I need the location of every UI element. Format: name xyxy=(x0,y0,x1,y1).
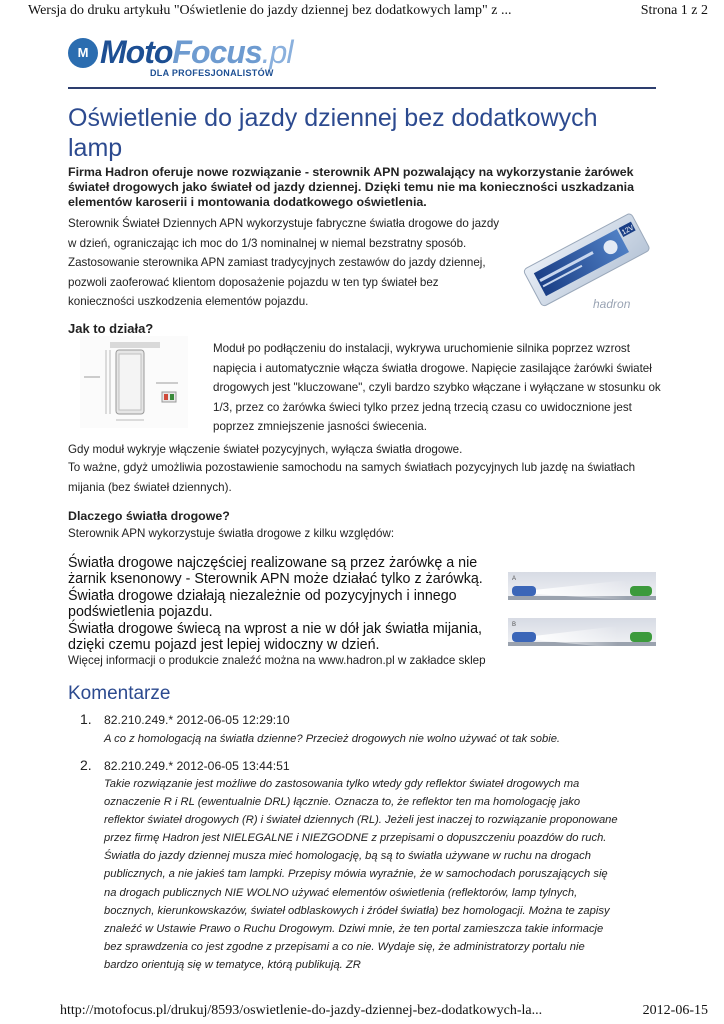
product-photo xyxy=(515,208,655,313)
header-divider xyxy=(68,87,656,89)
after-text-1: Gdy moduł wykryje włączenie świateł pozycyjnych, wyłącza światła drogowe. xyxy=(68,443,463,456)
why-heading: Dlaczego światła drogowe? xyxy=(68,509,230,523)
logo-tagline: DLA PROFESJONALISTÓW xyxy=(150,68,274,78)
how-heading: Jak to działa? xyxy=(68,321,154,336)
comment-meta: 82.210.249.* 2012-06-05 13:44:51 xyxy=(104,759,290,773)
motofocus-logo-mark-icon: M xyxy=(68,38,98,68)
headlight-comparison-diagram xyxy=(508,570,656,652)
module-drawing-graphic xyxy=(80,336,188,428)
product-badge: 12V xyxy=(620,224,636,237)
print-header-page: Strona 1 z 2 xyxy=(640,3,708,18)
comment-body: Takie rozwiązanie jest możliwe do zastosowania tylko wtedy gdy reflektor świateł drogowych ma oznaczenie R i RL (ewentualnie DRL) łącznie. Oznacza to, że reflektor ten ma homologację jako reflektor świateł drogowych (R) i świateł dziennych (RL). Jeżeli jest inaczej to rozwiązanie proponowane przez firmę Hadron jest NIELEGALNE i NIEZGODNE z przepisami o dopuszczeniu poazdów do ruch. Światła do jazdy dziennej musza mieć homologację, bą są to światła używane w ruchu na drogach publicznych, a nie jakieś tam lampki. Przepisy mówia wyraźnie, że w samochodach poruszających się na drogach publicznych NIE WOLNO używać elementów oświetlenia (reflektorów, lamp tylnych, bocznych, kierunkowskazów, świateł odblaskowych i źródeł światła) bez homologacji. Można te zapisy znaleźć w Ustawie Prawo o Ruchu Drogowym. Dziwi mnie, że ten portal zamieszcza takie informacje bez sprawdzenia co jest zgodne z przepisami a co nie. Wydaje się, że administratorzy portalu nie bardzo orientują się w tematyce, którą publikują. ZR xyxy=(104,778,618,971)
reason-item: Światła drogowe świecą na wprost a nie w dół jak światła mijania, dzięki czemu pojazd jest lepiej widoczny w dzień. xyxy=(68,620,483,654)
comparison-graphic xyxy=(508,570,656,652)
print-footer xyxy=(0,1001,724,1021)
print-header xyxy=(0,0,724,22)
product-brand-watermark: hadron xyxy=(593,297,631,311)
diagram-label-b: B xyxy=(512,622,517,628)
print-header-title: Wersja do druku artykułu "Oświetlenie do jazdy dziennej bez dodatkowych lamp" z ... xyxy=(28,3,512,18)
logo-wordmark xyxy=(100,34,292,71)
logo-moto: Moto xyxy=(100,34,173,70)
diagram-label-a: A xyxy=(512,576,517,582)
logo-domain: .pl xyxy=(261,34,293,70)
reasons-list xyxy=(68,555,498,653)
article-intro: Sterownik Świateł Dziennych APN wykorzystuje fabryczne światła drogowe do jazdy w dzień, ograniczając ich moc do 1/3 nominalnej w niemal bezstratny sposób. Zastosowanie sterownika APN zamiast tradycyjnych zestawów do jazdy dziennej, pozwoli zaoferować klientom doposażenie pojazdu w ten typ świateł bez konieczności uszkodzenia elementów pojazdu. xyxy=(68,217,500,309)
motofocus-logo xyxy=(68,36,308,82)
comment-meta: 82.210.249.* 2012-06-05 12:29:10 xyxy=(104,713,290,727)
more-info: Więcej informacji o produkcie znaleźć można na www.hadron.pl w zakładce sklep xyxy=(68,654,486,667)
print-footer-date: 2012-06-15 xyxy=(642,1003,708,1018)
comments-heading: Komentarze xyxy=(68,683,171,704)
why-text: Sterownik APN wykorzystuje światła drogowe z kilku względów: xyxy=(68,527,395,540)
after-text-2: To ważne, gdyż umożliwia pozostawienie samochodu na samych światłach pozycyjnych lub jazdę na światłach mijania (bez świateł dziennych). xyxy=(68,461,636,494)
how-text: Moduł po podłączeniu do instalacji, wykrywa uruchomienie silnika poprzez wzrost napięcia i automatycznie włącza światła drogowe. Napięcie zasilające żarówki świateł drogowych jest "kluczowane", czyli bardzo szybko włączane i wyłączane w stosunku ok 1/3, przez co żarówka świeci tylko przez jedną trzecią czasu co uwidocznione jest poprzez zmniejszenie jasności świecenia. xyxy=(213,342,661,434)
comment-number: 1. xyxy=(80,711,92,727)
article-title: Oświetlenie do jazdy dziennej bez dodatkowych lamp xyxy=(68,104,598,162)
reason-item: Światła drogowe najczęściej realizowane są przez żarówkę a nie żarnik ksenonowy - Sterownik APN może działać tylko z żarówką. xyxy=(68,555,483,588)
print-footer-url: http://motofocus.pl/drukuj/8593/oswietlenie-do-jazdy-dziennej-bez-dodatkowych-la... xyxy=(60,1003,543,1018)
module-drawing xyxy=(80,336,188,428)
article-lead: Firma Hadron oferuje nowe rozwiązanie - sterownik APN pozwalający na wykorzystanie żarówek świateł drogowych jako świateł od jazdy dziennej. Dzięki temu nie ma konieczności uszkadzania elementów karoserii i montowania dodatkowego oświetlenia. xyxy=(68,165,635,209)
product-photo-graphic xyxy=(515,208,655,313)
logo-focus: Focus xyxy=(172,34,262,70)
reason-item: Światła drogowe działają niezależnie od pozycyjnych i innego podświetlenia pojazdu. xyxy=(68,587,457,621)
comment-body: A co z homologacją na światła dzienne? Przecież drogowych nie wolno używać ot tak sobie. xyxy=(104,733,561,745)
comment-number: 2. xyxy=(80,757,92,773)
